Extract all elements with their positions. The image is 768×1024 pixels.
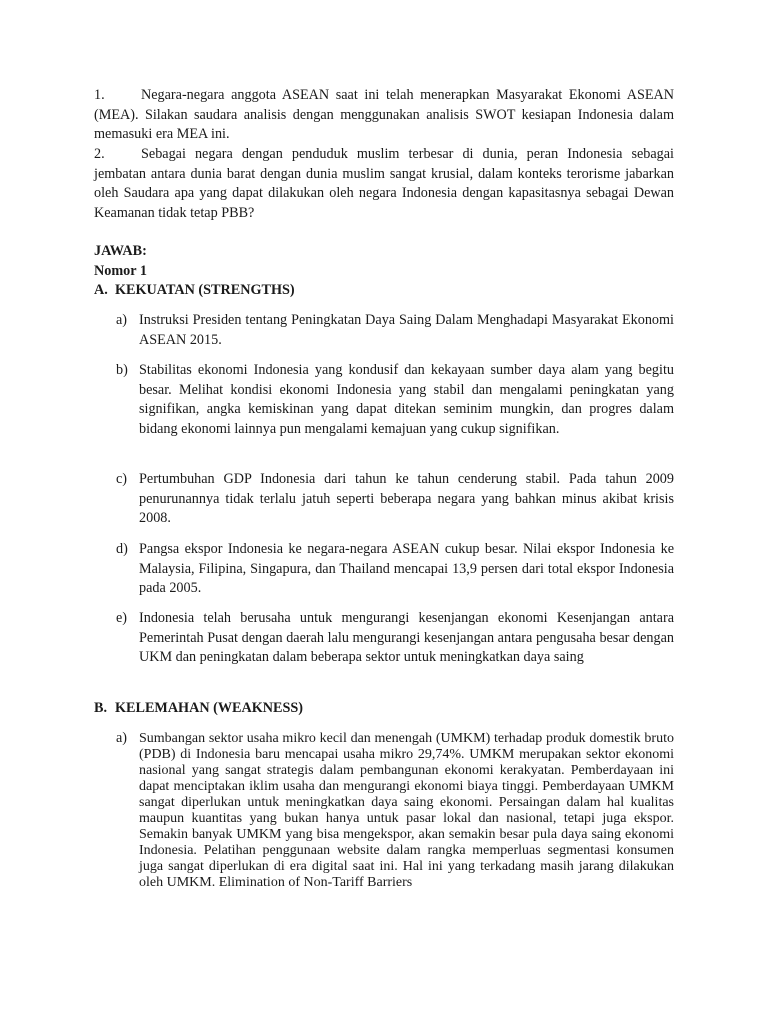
question-number: 1. <box>94 87 105 103</box>
list-item: Indonesia telah berusaha untuk mengurangi kesenjangan ekonomi Kesenjangan antara Pemerintah Pusat dengan daerah lalu mengurangi kesenjangan antara pengusaha besar dengan UKM dan peningkatan dalam beberapa sektor untuk meningkatkan daya saing <box>139 610 674 665</box>
list-item-marker: a) <box>116 730 128 746</box>
question-1 <box>94 86 674 145</box>
section-letter: B. <box>94 700 108 716</box>
section-title-text: KELEMAHAN (WEAKNESS) <box>115 700 304 716</box>
question-2 <box>94 145 674 223</box>
question-text: Negara-negara anggota ASEAN saat ini telah menerapkan Masyarakat Ekonomi ASEAN (MEA). Silakan saudara analisis dengan menggunakan analisis SWOT kesiapan Indonesia dalam memasuki era MEA ini. <box>94 87 674 142</box>
list-item: Pertumbuhan GDP Indonesia dari tahun ke tahun cenderung stabil. Pada tahun 2009 penurunannya tidak terlalu jatuh seperti beberapa negara yang bahkan minus akibat krisis 2008. <box>139 471 674 526</box>
list-item-marker: e) <box>116 610 128 626</box>
list-item-marker: d) <box>116 541 128 557</box>
list-item: Stabilitas ekonomi Indonesia yang kondusif dan kekayaan sumber daya alam yang begitu besar. Melihat kondisi ekonomi Indonesia yang stabil dan mengalami peningkatan yang signifikan, angka kemiskinan yang dapat ditekan seminim mungkin, dan progres dalam bidang ekonomi lainnya pun mengalami kemajuan yang cukup signifikan. <box>139 362 674 437</box>
section-title-text: KEKUATAN (STRENGTHS) <box>115 282 295 298</box>
list-item: Sumbangan sektor usaha mikro kecil dan menengah (UMKM) terhadap produk domestik bruto (PDB) di Indonesia baru mencapai usaha mikro 29,74%. UMKM merupakan sektor ekonomi nasional yang sangat strategis dalam pembangunan ekonomi kerakyatan. Pemberdayaan ini dapat menciptakan iklim usaha dan mengurangi ekonomi biaya tinggi. Pemberdayaan UMKM sangat diperlukan untuk meningkatkan daya saing ekonomi. Persaingan dalam hal kualitas maupun kuantitas yang bukan hanya untuk pasar lokal dan nasional, tetapi juga ekspor. Semakin banyak UMKM yang bisa mengekspor, akan semakin besar pula daya saing ekonomi Indonesia. Pelatihan penggunaan website dalam rangka memperluas segmentasi konsumen juga sangat diperlukan di era digital saat ini. Hal ini yang terkadang masih jarang dilakukan oleh UMKM. Elimination of Non-Tariff Barriers <box>139 731 674 890</box>
answer-subheading: Nomor 1 <box>94 263 147 279</box>
list-item-marker: c) <box>116 471 128 487</box>
list-item-marker: b) <box>116 362 128 378</box>
list-item: Pangsa ekspor Indonesia ke negara-negara ASEAN cukup besar. Nilai ekspor Indonesia ke Malaysia, Filipina, Singapura, dan Thailand mencapai 13,9 persen dari total ekspor Indonesia pada 2005. <box>139 541 674 596</box>
question-number: 2. <box>94 146 105 162</box>
section-letter: A. <box>94 282 108 298</box>
section-b-title <box>94 698 303 718</box>
section-a-title <box>94 280 295 300</box>
answer-heading: JAWAB: <box>94 243 147 259</box>
list-item: Instruksi Presiden tentang Peningkatan Daya Saing Dalam Menghadapi Masyarakat Ekonomi ASEAN 2015. <box>139 312 674 348</box>
list-item-marker: a) <box>116 312 128 328</box>
question-text: Sebagai negara dengan penduduk muslim terbesar di dunia, peran Indonesia sebagai jembatan antara dunia barat dengan dunia muslim sangat krusial, dalam konteks terorisme jabarkan oleh Saudara apa yang dapat dilakukan oleh negara Indonesia dengan kapasitasnya sebagai Dewan Keamanan tidak tetap PBB? <box>94 146 674 221</box>
